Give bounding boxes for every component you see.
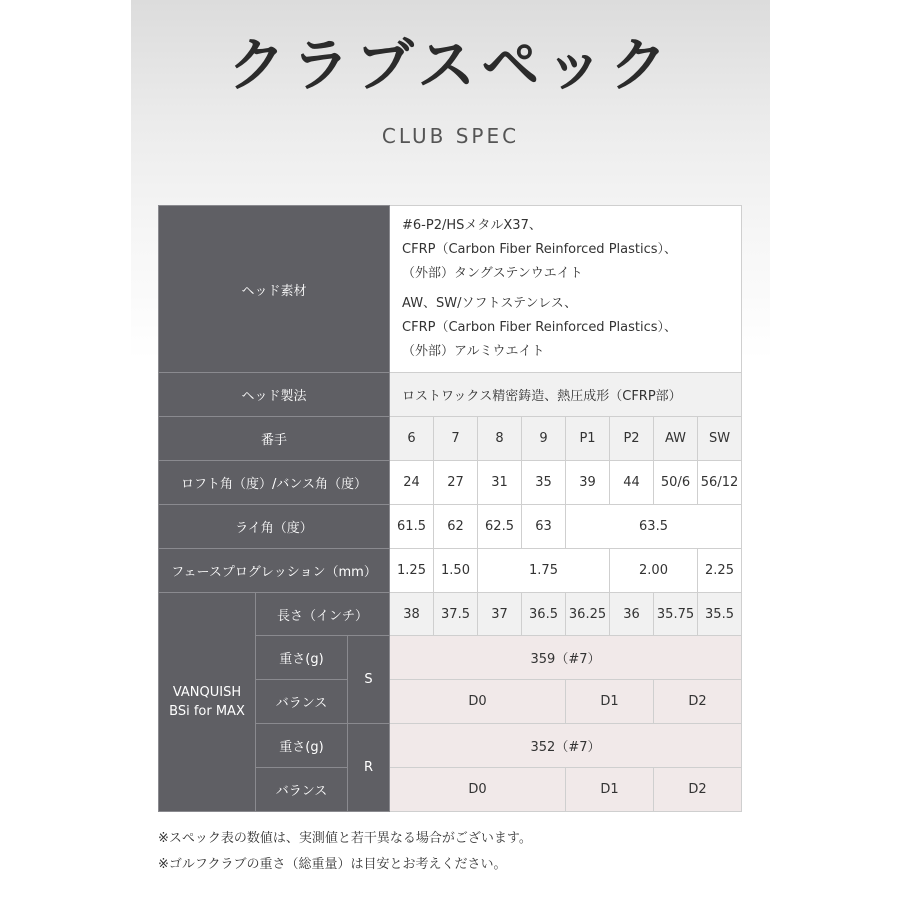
spec-table (158, 205, 742, 812)
r-balance-cell: D2 (654, 768, 742, 812)
loft-cell: 31 (478, 461, 522, 505)
length-cell: 36.25 (566, 593, 610, 636)
label-face-progression: フェースプログレッション（mm） (159, 549, 390, 593)
note-line: ※スペック表の数値は、実測値と若干異なる場合がございます。 (158, 831, 532, 846)
label-number: 番手 (159, 417, 390, 461)
row-loft (159, 461, 742, 505)
length-cell: 36.5 (522, 593, 566, 636)
material-line: CFRP（Carbon Fiber Reinforced Plastics）、 (402, 242, 678, 257)
face-cell: 2.25 (698, 549, 742, 593)
lie-cell: 63.5 (566, 505, 742, 549)
row-number (159, 417, 742, 461)
label-weight: 重さ(g) (256, 724, 348, 768)
lie-cell: 63 (522, 505, 566, 549)
page-title: クラブスペック (227, 31, 674, 99)
row-face (159, 549, 742, 593)
r-weight-value: 352（#7） (390, 724, 742, 768)
label-flex-s: S (348, 636, 390, 724)
r-balance-cell: D0 (390, 768, 566, 812)
loft-cell: 50/6 (654, 461, 698, 505)
loft-cell: 35 (522, 461, 566, 505)
number-cell: P2 (610, 417, 654, 461)
label-flex-r: R (348, 724, 390, 812)
label-length: 長さ（インチ） (256, 593, 390, 636)
number-cell: SW (698, 417, 742, 461)
row-head-method (159, 373, 742, 417)
number-cell: 9 (522, 417, 566, 461)
length-cell: 37 (478, 593, 522, 636)
note-line: ※ゴルフクラブの重さ（総重量）は目安とお考えください。 (158, 857, 507, 872)
s-balance-cell: D1 (566, 680, 654, 724)
label-shaft (159, 593, 256, 812)
s-balance-cell: D0 (390, 680, 566, 724)
s-balance-cell: D2 (654, 680, 742, 724)
row-head-material (159, 206, 742, 373)
loft-cell: 27 (434, 461, 478, 505)
face-cell: 1.25 (390, 549, 434, 593)
loft-cell: 24 (390, 461, 434, 505)
number-cell: AW (654, 417, 698, 461)
label-balance: バランス (256, 680, 348, 724)
length-cell: 35.75 (654, 593, 698, 636)
lie-cell: 61.5 (390, 505, 434, 549)
number-cell: 8 (478, 417, 522, 461)
material-line: CFRP（Carbon Fiber Reinforced Plastics）、 (402, 320, 678, 335)
number-cell: P1 (566, 417, 610, 461)
lie-cell: 62.5 (478, 505, 522, 549)
s-weight-value: 359（#7） (390, 636, 742, 680)
material-line: AW、SW/ソフトステンレス、 (402, 296, 578, 311)
label-weight: 重さ(g) (256, 636, 348, 680)
length-cell: 36 (610, 593, 654, 636)
shaft-name: VANQUISH BSi for MAX (169, 685, 245, 719)
row-length (159, 593, 742, 636)
r-balance-cell: D1 (566, 768, 654, 812)
label-balance: バランス (256, 768, 348, 812)
lie-cell: 62 (434, 505, 478, 549)
loft-cell: 39 (566, 461, 610, 505)
length-cell: 38 (390, 593, 434, 636)
page-subtitle: CLUB SPEC (381, 124, 520, 148)
material-line: （外部）タングステンウエイト (402, 266, 583, 281)
head-material-value (390, 206, 742, 373)
label-head-material: ヘッド素材 (159, 206, 390, 373)
loft-cell: 44 (610, 461, 654, 505)
face-cell: 1.75 (478, 549, 610, 593)
label-lie: ライ角（度） (159, 505, 390, 549)
length-cell: 35.5 (698, 593, 742, 636)
notes (158, 826, 532, 878)
head-method-value: ロストワックス精密鋳造、熱圧成形（CFRP部） (390, 373, 742, 417)
length-cell: 37.5 (434, 593, 478, 636)
label-head-method: ヘッド製法 (159, 373, 390, 417)
loft-cell: 56/12 (698, 461, 742, 505)
number-cell: 7 (434, 417, 478, 461)
material-line: （外部）アルミウエイト (402, 344, 545, 359)
face-cell: 1.50 (434, 549, 478, 593)
label-loft: ロフト角（度）/バンス角（度） (159, 461, 390, 505)
material-line: #6-P2/HSメタルX37、 (402, 218, 542, 233)
number-cell: 6 (390, 417, 434, 461)
face-cell: 2.00 (610, 549, 698, 593)
row-lie (159, 505, 742, 549)
